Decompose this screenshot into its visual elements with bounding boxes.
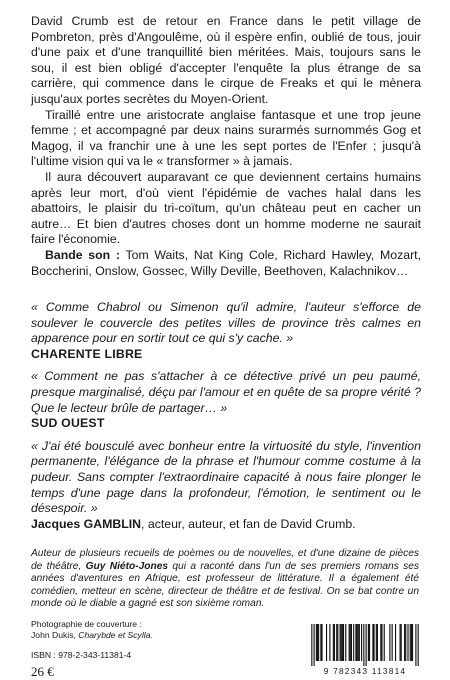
barcode-bar: [349, 624, 350, 661]
barcode-bar: [400, 624, 401, 661]
barcode-bar: [376, 624, 377, 661]
barcode-bar: [415, 624, 416, 666]
barcode-bar: [353, 624, 354, 661]
barcode-bar: [381, 624, 382, 661]
barcode-bar: [351, 624, 352, 661]
barcode-bar: [373, 624, 374, 661]
soundtrack-label: Bande son :: [45, 247, 120, 262]
barcode-bar: [384, 624, 385, 661]
barcode-bar: [318, 624, 319, 661]
price: 26 €: [31, 664, 54, 679]
barcode-bar: [320, 624, 321, 661]
barcode-bar: [389, 624, 390, 661]
barcode-bar: [357, 624, 358, 661]
barcode-bar: [316, 624, 317, 661]
barcode-bar: [345, 624, 346, 661]
review-source-gamblin-role: , acteur, auteur, et fan de David Crumb.: [141, 516, 356, 531]
soundtrack-line: [31, 248, 421, 279]
barcode: [309, 624, 421, 674]
barcode-bars-icon: [309, 624, 421, 666]
author-name: Guy Niéto-Jones: [85, 560, 169, 572]
soundtrack-list: Tom Waits, Nat King Cole, Richard Hawley, Mozart, Boccherini, Onslow, Gossec, Willy Deville, Beethoven, Kalachnikov…: [31, 247, 422, 278]
barcode-bar: [369, 624, 370, 661]
barcode-bar: [341, 624, 342, 661]
barcode-bar: [418, 624, 419, 666]
barcode-bar: [336, 624, 337, 661]
review-source-gamblin-name: Jacques GAMBLIN: [31, 516, 142, 531]
barcode-bar: [404, 624, 405, 661]
synopsis-paragraph-3: Il aura découvert auparavant ce que deviennent certains humains après leur mort, d'où vient l'épidémie de vaches halal dans les abattoirs, le plaisir du tri-coïtum, qu'un château peut en cacher un autre… Et bien d'autres choses dont un homme moderne ne saurait faire l'économie.: [31, 169, 421, 247]
barcode-bar: [311, 624, 312, 666]
isbn: ISBN : 978-2-343-11381-4: [31, 650, 132, 660]
synopsis-paragraph-1: David Crumb est de retour en France dans le petit village de Pombreton, près d'Angoulême, où il espère enfin, oublié de tous, jouir d'une paix et d'une tranquillité bien méritées. Mais, toujours sans le sou, il est bien obligé d'accepter l'enquête la plus étrange de sa carrière, qui commence dans le cirque de Freaks et qui le mènera jusqu'aux portes secrètes du Moyen-Orient.: [31, 14, 421, 106]
barcode-bar: [392, 624, 393, 661]
barcode-bar: [411, 624, 412, 661]
author-bio: [31, 548, 419, 611]
synopsis-block: [31, 14, 421, 279]
photo-credits-title: Charybde et Scylla.: [78, 629, 153, 640]
barcode-bar: [395, 624, 396, 661]
press-reviews: [31, 300, 421, 532]
review-source-charente: CHARENTE LIBRE: [31, 346, 143, 361]
author-bio-rest: qui a raconté dans l'un de ses premiers romans ses années d'aventures en Afrique, est professeur de littérature. Il a également été comédien, metteur en scène, directeur de théâtre et de festival. On se bat contre un monde où le diable a gagné est son sixième roman.: [31, 560, 420, 610]
barcode-bar: [405, 624, 406, 661]
barcode-bar: [350, 624, 351, 661]
barcode-bar: [343, 624, 344, 661]
review-source-sud-ouest: SUD OUEST: [31, 416, 105, 431]
barcode-bar: [326, 624, 327, 661]
barcode-digits: 9 782343 113814: [323, 666, 407, 676]
barcode-bar: [359, 624, 360, 661]
barcode-bar: [355, 624, 356, 661]
barcode-bar: [377, 624, 378, 661]
barcode-bar: [337, 624, 338, 661]
barcode-bar: [401, 624, 402, 661]
barcode-bar: [361, 624, 362, 661]
photo-credits-photographer: John Dukis,: [31, 629, 79, 640]
review-quote-gamblin: « J'ai été bousculé avec bonheur entre la virtuosité du style, l'invention permanente, l'élégance de la phrase et l'humour comme costume à la pudeur. Sans compter l'extraordinaire capacité à nous faire plonger le temps d'une page dans la profondeur, l'émotion, le sentiment ou le désespoir. »: [31, 438, 421, 516]
barcode-bar: [342, 624, 343, 661]
barcode-bar: [368, 624, 369, 661]
barcode-bar: [407, 624, 408, 661]
barcode-bar: [340, 624, 341, 661]
review-quote-charente: « Comme Chabrol ou Simenon qu'il admire, l'auteur s'efforce de soulever le couvercle des petites villes de province très calmes en apparence pour en sortir tout ce qui s'y cache. »: [31, 300, 421, 346]
photo-credits-label: Photographie de couverture :: [31, 619, 142, 629]
photo-credits-line: [31, 630, 153, 641]
barcode-bar: [329, 624, 330, 661]
author-bio-intro: Auteur de plusieurs recueils de poèmes ou de nouvelles, et d'une dizaine de pièces de théâtre,: [31, 548, 419, 572]
barcode-bar: [366, 624, 367, 666]
synopsis-paragraph-2: Tiraillé entre une aristocrate anglaise fantasque et une trop jeune femme ; et accompagné par deux nains surarmés surnommés Gog et Magog, il va franchir une à une les sept portes de l'Enfer ; jusqu'à l'ultime vision qui va le « transformer » à jamais.: [31, 107, 421, 169]
photo-credits: [31, 619, 153, 640]
barcode-bar: [334, 624, 335, 661]
barcode-bar: [372, 624, 373, 661]
barcode-bar: [412, 624, 413, 661]
barcode-bar: [314, 624, 315, 666]
barcode-bar: [333, 624, 334, 661]
review-quote-sud-ouest: « Comment ne pas s'attacher à ce détective privé un peu paumé, presque marginalisé, déçu par l'amour et en quête de sa propre vérité ? Que le lecteur brûle de partager… »: [31, 369, 421, 415]
barcode-bar: [410, 624, 411, 661]
barcode-bar: [358, 624, 359, 661]
barcode-bar: [363, 624, 364, 666]
barcode-bar: [317, 624, 318, 661]
review-source-gamblin: [31, 517, 421, 533]
barcode-bar: [380, 624, 381, 661]
barcode-bar: [321, 624, 322, 661]
